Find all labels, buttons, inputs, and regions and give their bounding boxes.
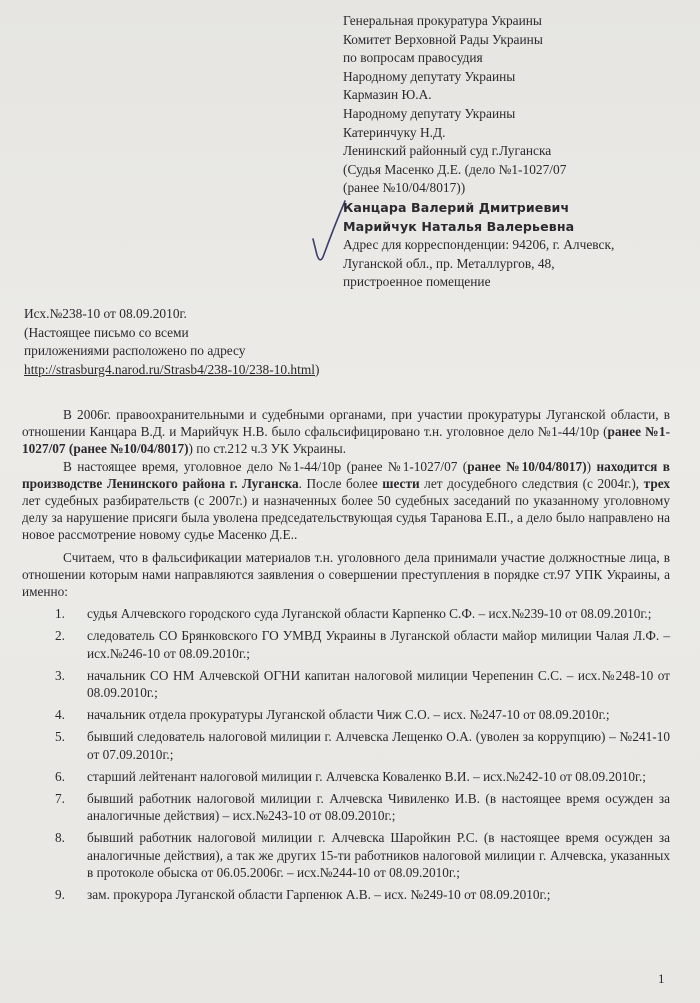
outgoing-note: (Настоящее письмо со всеми [24,324,189,340]
sender-address-line: Луганской обл., пр. Металлургов, 48, [343,255,555,271]
paragraph [22,458,670,544]
sender-name: Канцара Валерий Дмитриевич [343,200,570,215]
sender-address-line: Адрес для корреспонденции: 94206, г. Алчевск, [343,237,615,253]
list-text: следователь СО Брянковского ГО УМВД Украины в Луганской области майор милиции Чалая Л.Ф. – исх.№246-10 от 08.09.2010г.; [87,628,670,661]
list-item [22,728,670,762]
list-text: начальник СО НМ Алчевской ОГНИ капитан налоговой милиции Черепенин С.С. – исх.№248-10 от 08.09.2010г.; [87,667,670,701]
list-item [22,790,670,824]
sender-name: Марийчук Наталья Валерьевна [343,218,575,234]
bold-run: находится в производстве Ленинского района г. Луганска [22,458,670,491]
list-item [22,667,670,701]
list-item [22,706,670,723]
addressee-block [343,12,683,198]
list-number: 9. [55,887,65,903]
list-number: 7. [55,791,65,807]
addressee-line: Народному депутату Украины [343,105,516,121]
list-number: 6. [55,768,65,784]
list-number: 2. [55,628,65,644]
list-text: бывший следователь налоговой милиции г. Алчевска Лещенко О.А. (уволен за коррупцию) – №241-10 от 07.09.2010г.; [87,729,670,762]
addressee-line: (ранее №10/04/8017)) [343,180,466,196]
letter-url-link[interactable]: http://strasburg4.narod.ru/Strasb4/238-10/238-10.html [24,361,315,377]
text-run: В 2006г. правоохранительными и судебными органами, при участии прокуратуры Луганской области, в отношении Канцара В.Д. и Марийчук Н.В. было сфальсифицировано т.н. уголовное дело №1-44/10р ( [22,407,670,440]
letter-body [22,406,670,903]
bold-run: ранее №10/04/8017) [467,458,587,474]
addressee-line: Генеральная прокуратура Украины [343,13,542,28]
list-text: старший лейтенант налоговой милиции г. Алчевска Коваленко В.И. – исх.№242-10 от 08.09.2010г.; [87,768,647,784]
text-run: лет досудебного следствия (с 2004г.), [419,475,644,491]
text-run: ) [586,458,597,474]
bold-run: трех [643,475,671,491]
addressee-line: Народному депутату Украины [343,68,516,84]
list-item [22,768,670,785]
bold-run: шести [382,475,420,491]
outgoing-note: приложениями расположено по адресу [24,343,246,359]
addressee-line: Катеринчуку Н.Д. [343,124,446,140]
addressee-line: Кармазин Ю.А. [343,87,432,103]
addressee-line: Комитет Верховной Рады Украины [343,31,543,47]
outgoing-reference [24,305,404,379]
list-number: 3. [55,667,65,683]
sender-address-line: пристроенное помещение [343,274,491,290]
list-number: 5. [55,729,65,745]
addressee-line: (Судья Масенко Д.Е. (дело №1-1027/07 [343,161,567,177]
outgoing-number: Исх.№238-10 от 08.09.2010г. [24,306,187,321]
text-run: ) по ст.212 ч.3 УК Украины. [188,441,347,457]
list-text: судья Алчевского городского суда Луганской области Карпенко С.Ф. – исх.№239-10 от 08.09.2010г.; [87,606,652,622]
list-item [22,627,670,661]
page-number: 1 [658,971,665,986]
paragraph: Считаем, что в фальсификации материалов т.н. уголовного дела принимали участие должностные лица, в отношении которым нами направляются заявления о совершении преступления в порядке ст.97 УПК Украины, а именно: [22,549,670,600]
list-number: 8. [55,830,65,846]
closing-paren: ) [314,361,320,377]
list-text: бывший работник налоговой милиции г. Алчевска Чивиленко И.В. (в настоящее время осужден за аналогичные действия) – исх.№243-10 от 08.09.2010г.; [87,791,670,824]
sender-block [343,199,683,292]
list-item [22,829,670,881]
list-item [22,886,670,903]
official-list [22,605,670,903]
list-item [22,605,670,622]
list-text: начальник отдела прокуратуры Луганской области Чиж С.О. – исх. №247-10 от 08.09.2010г.; [87,707,610,723]
list-number: 1. [55,606,65,622]
bold-run: ранее №1-1027/07 (ранее №10/04/8017) [22,424,670,457]
addressee-line: Ленинский районный суд г.Луганска [343,143,552,159]
list-number: 4. [55,707,65,723]
text-run: лет судебных разбирательств (с 2007г.) и назначенных более 50 судебных заседаний по указанному уголовному делу за нарушение присяги была уволена председательствующая судья Таранова Е.П., а дело было направлено на новое рассмотрение новому судье Масенко Д.Е.. [22,493,670,543]
paragraph [22,406,670,458]
addressee-line: по вопросам правосудия [343,50,483,66]
list-text: зам. прокурора Луганской области Гарпенюк А.В. – исх. №249-10 от 08.09.2010г.; [87,887,551,903]
list-text: бывший работник налоговой милиции г. Алчевска Шаройкин Р.С. (в настоящее время осужден за аналогичные действия), а так же других 15-ти работников налоговой милиции г. Алчевска, указанных в протоколе обыска от 06.05.2006г. – исх.№244-10 от 08.09.2010г.; [87,830,670,880]
text-run: . После более [298,475,383,491]
text-run: В настоящее время, уголовное дело №1-44/10р (ранее №1-1027/07 ( [63,458,468,474]
